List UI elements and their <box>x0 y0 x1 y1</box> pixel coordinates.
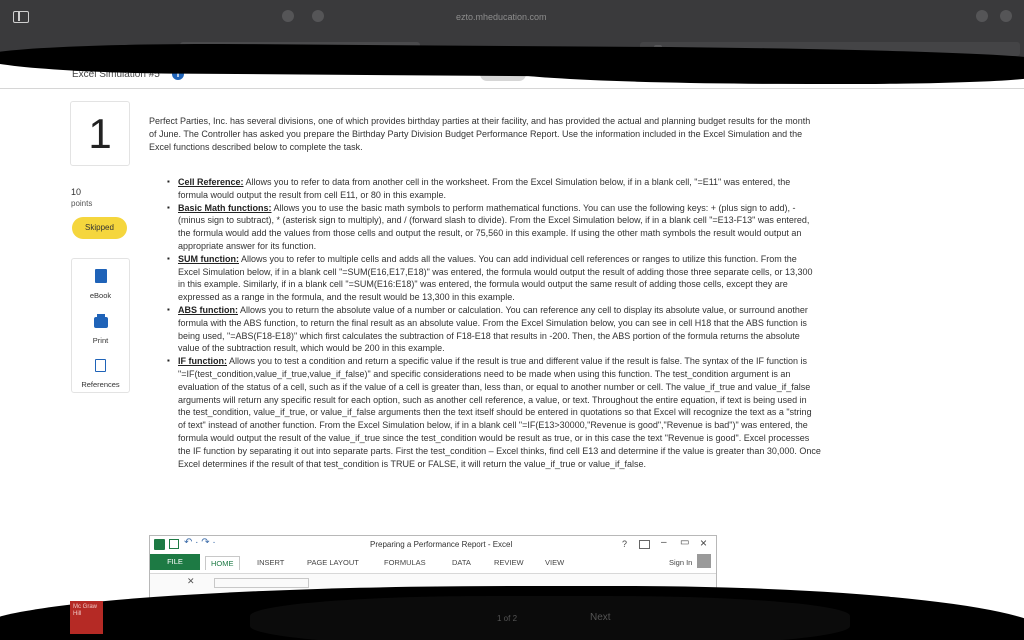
sidebar-toggle-icon[interactable] <box>13 11 29 23</box>
redaction-stroke-top-2 <box>500 60 1024 84</box>
font-selector[interactable] <box>214 578 309 588</box>
tab-page-layout[interactable]: PAGE LAYOUT <box>307 558 359 567</box>
activity-title: Excel Simulation #5 <box>72 69 160 80</box>
header-divider <box>0 88 1024 89</box>
printer-icon <box>94 317 108 328</box>
term-description: Allows you to return the absolute value of a number or calculation. You can reference any cell to display its absolute value, or surround another formula with the ABS function, to return the final result as an absolute value. From the Excel Simulation below, you can see in cell H18 that the ABS function is being used, "=ABS(F18-E18)" which first calculates the subtraction of F18-E18 that results in -200. Then, the ABS portion of the formula returns the absolute value of the subtraction result, which would be 200 in this example. <box>178 304 808 354</box>
list-item <box>167 176 821 202</box>
references-button[interactable] <box>72 359 129 389</box>
address-bar[interactable]: ezto.mheducation.com <box>456 12 547 22</box>
minimize-icon[interactable]: – <box>661 537 667 548</box>
question-intro: Perfect Parties, Inc. has several divisions, one of which provides birthday parties at their facility, and has provided the actual and planning budget results for the month of June. The Controller has asked you prepare the Birthday Party Division Budget Performance Report. Use the information included in the Excel Simulation and the Excel functions described below to complete the task. <box>149 116 811 152</box>
tabs-icon[interactable] <box>1000 10 1012 22</box>
term-description: Allows you to test a condition and return a specific value if the result is true and different value if the result is false. The syntax of the IF function is "=IF(test_condition,value_if_true,value_if_false)" and specific considerations need to be made when using this function. The test_condition argument is an evaluation of the status of a cell, such as if the value of a cell is greater than, less than, or equal to another number or cell. The value_if_true and value_if_false arguments will return any specific result for each option, such as another cell reference, a value, or text. Throughout the entire equation, if text is being used in the test_condition, value_if_true, or value_if_false arguments then the text itself should be entered in quotations so that Excel will recognize the text as a "string of text" instead of another function. From the Excel Simulation below, if in a blank cell "=IF(E13>30000,"Revenue is good","Revenue is bad")" was entered, the formula would output the result of the value_if_true since the test_condition would be result as true, or in this case the text "Revenue is good". Excel processes the IF function by separating it out into separate parts. First the test_condition – Excel thinks, find cell E13 and determine if the value is greater than 30,000. Once Excel determines if the result of that test_condition is TRUE or FALSE, it will return the value_if_true or value_if_false. <box>178 356 821 469</box>
status-badge: Skipped <box>72 217 127 239</box>
term-abs: ABS function: <box>178 304 238 315</box>
help-icon[interactable]: ? <box>622 539 628 549</box>
redaction-stroke-bottom-2 <box>250 596 850 640</box>
share-icon[interactable] <box>976 10 988 22</box>
tab-insert[interactable]: INSERT <box>257 558 285 567</box>
term-description: Allows you to refer to data from another cell in the worksheet. From the Excel Simulation below, if in a blank cell, "=E11" was entered, the formula would output the result from cell E11, or 80 in this example. <box>178 177 791 200</box>
back-icon[interactable] <box>282 10 294 22</box>
tab-formulas[interactable]: FORMULAS <box>384 558 426 567</box>
undo-redo-icon[interactable]: ↶ · ↷ · <box>184 537 216 548</box>
tab-file[interactable]: FILE <box>150 554 200 570</box>
list-item <box>167 253 821 304</box>
tab-view[interactable]: VIEW <box>545 558 565 567</box>
tab-review[interactable]: REVIEW <box>494 558 524 567</box>
term-description: Allows you to use the basic math symbols to perform mathematical functions. You can use the following keys: + (plus sign to add), - (minus sign to subtract), * (asterisk sign to multiply), and / (forward slash to divide). From the Excel Simulation below, if in a blank cell "=E13-F13" was entered, the formula would add the values from those cells and output the result, or 75,560 in this example. If using the other math symbols the result would output an appropriate answer for its function. <box>178 202 810 251</box>
ribbon-display-icon[interactable] <box>639 540 650 549</box>
forward-icon[interactable] <box>312 10 324 22</box>
function-list <box>167 176 821 470</box>
publisher-logo: Mc Graw Hill <box>70 601 103 634</box>
ebook-label: eBook <box>89 291 112 300</box>
references-label: References <box>81 380 120 389</box>
term-sum: SUM function: <box>178 253 239 264</box>
sign-in-link[interactable]: Sign In <box>669 558 693 567</box>
tab-home[interactable]: HOME <box>205 556 240 570</box>
cut-icon[interactable]: ✕ <box>187 576 195 586</box>
points-label: points <box>71 199 93 208</box>
book-icon <box>95 269 107 283</box>
next-button[interactable]: Next <box>590 612 611 623</box>
avatar <box>697 554 711 568</box>
info-icon[interactable]: i <box>172 68 184 80</box>
document-title: Preparing a Performance Report - Excel <box>370 540 513 549</box>
tab-data[interactable]: DATA <box>452 558 471 567</box>
maximize-icon[interactable]: ▭ <box>680 537 690 548</box>
document-icon <box>95 359 106 372</box>
save-icon[interactable] <box>169 539 179 549</box>
tools-panel <box>71 258 130 393</box>
question-number: 1 <box>70 101 130 166</box>
ribbon-tabs <box>150 554 716 572</box>
close-icon[interactable]: × <box>700 536 708 550</box>
term-description: Allows you to refer to multiple cells and adds all the values. You can add individual cell references or ranges to utilize this function. From the Excel Simulation below, if in a blank cell "=SUM(E16,E17,E18)" was entered, the formula would output the result of adding those three separate cells, or 13,300 in this example. Similarly, if in a blank cell "=SUM(E16:E18)" was entered, the formula would output the same result of adding those cells, except they are expressed as a range in the formula, and the result would be 13,300 in this example. <box>178 253 813 303</box>
ebook-button[interactable] <box>72 269 129 300</box>
term-basic-math: Basic Math functions: <box>178 202 272 213</box>
points-value: 10 <box>71 187 82 197</box>
excel-logo-icon <box>154 539 165 550</box>
term-cell-reference: Cell Reference: <box>178 177 244 187</box>
list-item <box>167 202 821 253</box>
list-item <box>167 355 821 470</box>
page-indicator: 1 of 2 <box>497 614 518 623</box>
print-label: Print <box>92 336 109 345</box>
list-item <box>167 304 821 355</box>
print-button[interactable] <box>72 315 129 345</box>
excel-title-bar <box>150 536 716 553</box>
term-if: IF function: <box>178 356 227 367</box>
